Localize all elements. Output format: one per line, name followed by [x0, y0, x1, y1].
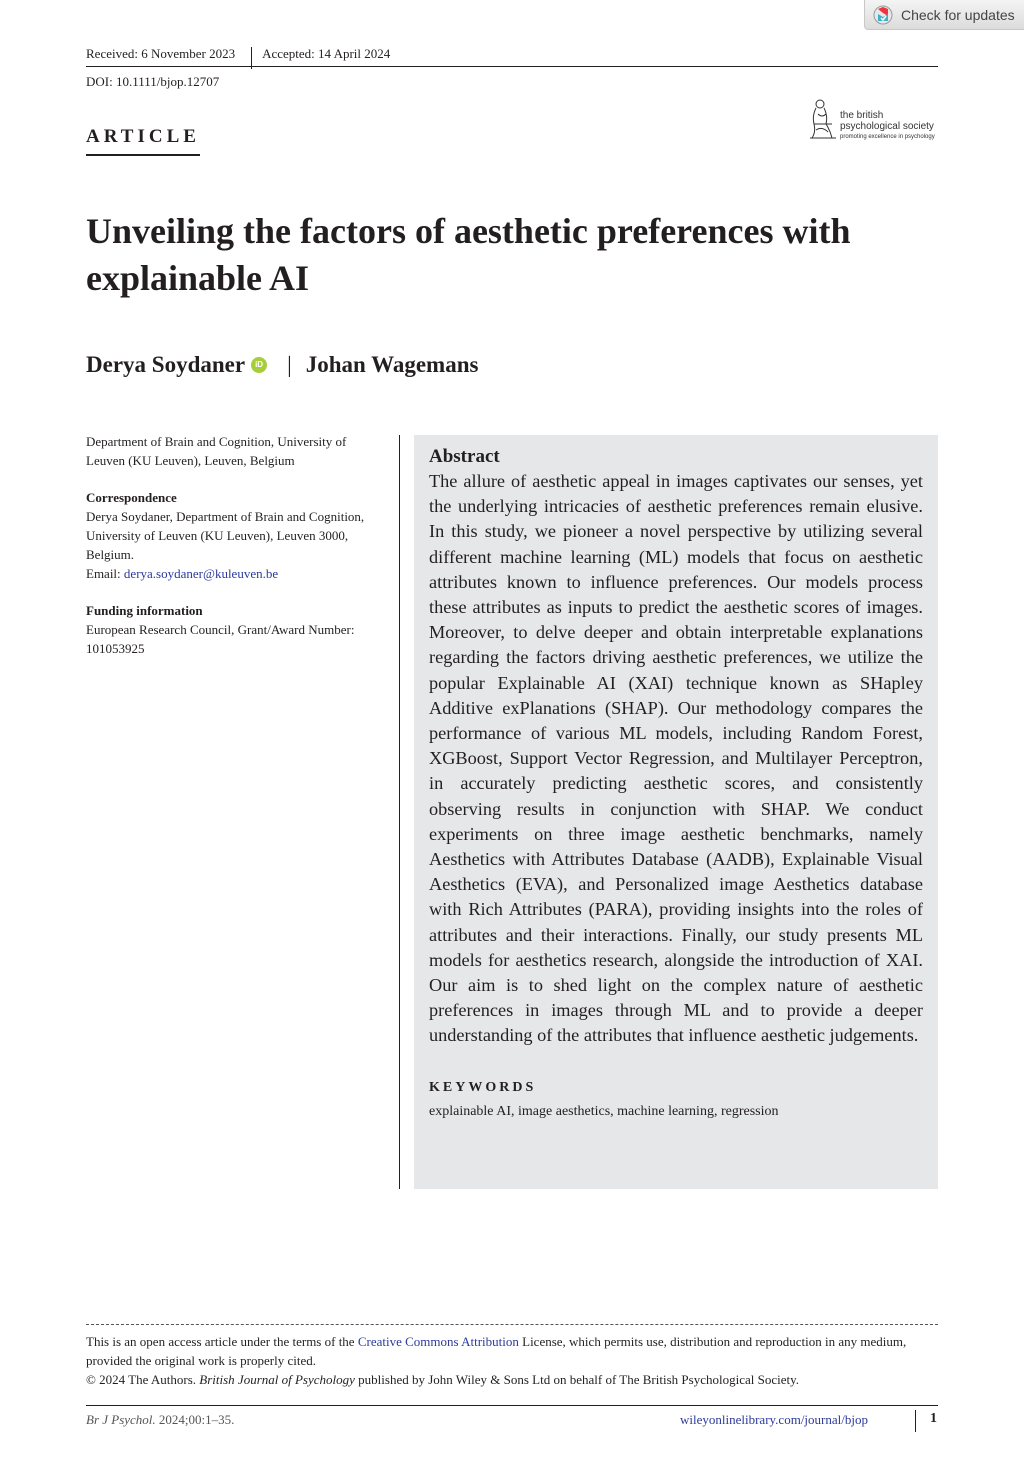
column-divider: [399, 435, 400, 1189]
citation-text: 2024;00:1–35.: [155, 1412, 235, 1427]
article-title: Unveiling the factors of aesthetic preferences with explainable AI: [86, 211, 851, 298]
bps-logo-line1: the british: [840, 110, 884, 121]
footer-rule: [86, 1405, 938, 1406]
journal-url-link[interactable]: wileyonlinelibrary.com/journal/bjop: [680, 1412, 868, 1427]
check-for-updates-button[interactable]: [864, 0, 1024, 30]
correspondence-heading: Correspondence: [86, 490, 177, 505]
correspondence-block: [86, 488, 376, 583]
author-list: [86, 352, 478, 378]
page-number: 1: [930, 1411, 937, 1426]
article-type-label: ARTICLE: [86, 126, 200, 156]
article-info-column: [86, 432, 376, 676]
check-for-updates-label: Check for updates: [901, 6, 1015, 23]
footnote-divider: [86, 1324, 938, 1325]
abstract-box: [414, 435, 938, 1189]
article-dates: [86, 43, 938, 65]
doi[interactable]: DOI: 10.1111/bjop.12707: [86, 74, 220, 89]
author-name[interactable]: Derya Soydaner: [86, 352, 246, 377]
abstract-heading: Abstract: [429, 446, 500, 467]
funding-heading: Funding information: [86, 603, 203, 618]
affiliation: Department of Brain and Cognition, University of Leuven (KU Leuven), Leuven, Belgium: [86, 434, 347, 468]
author-name[interactable]: Johan Wagemans: [305, 352, 479, 377]
crossmark-icon: [873, 5, 893, 25]
correspondence-text: Derya Soydaner, Department of Brain and Cognition, University of Leuven (KU Leuven), Leuven 3000, Belgium.: [86, 509, 365, 562]
orcid-icon[interactable]: iD: [251, 357, 267, 373]
license-notice: [86, 1332, 942, 1389]
email-link[interactable]: derya.soydaner@kuleuven.be: [123, 566, 279, 581]
funding-text: European Research Council, Grant/Award Number: 101053925: [86, 622, 355, 656]
author-separator: |: [287, 352, 292, 377]
received-date: Received: 6 November 2023: [86, 46, 236, 61]
license-text: This is an open access article under the terms of the: [86, 1334, 358, 1349]
bps-logo-text: [840, 110, 935, 143]
keywords-list: explainable AI, image aesthetics, machine learning, regression: [429, 1103, 779, 1119]
email-label: Email:: [86, 566, 124, 581]
creative-commons-link[interactable]: Creative Commons Attribution: [357, 1334, 519, 1349]
journal-abbrev: Br J Psychol.: [86, 1412, 156, 1427]
abstract-text: The allure of aesthetic appeal in images captivates our senses, yet the underlying intricacies of aesthetic preferences remain elusive. In this study, we pioneer a novel perspective by utilizing several different machine learning (ML) models that focus on aesthetic attributes known to influence preferences. Our models process these attributes as inputs to predict the aesthetic scores of images. Moreover, to delve deeper and obtain interpretable explanations regarding the factors driving aesthetic preferences, we utilize the popular Explainable AI (XAI) technique known as SHapley Additive exPlanations (SHAP). Our methodology compares the performance of various ML models, including Random Forest, XGBoost, Support Vector Regression, and Multilayer Perceptron, in accurately predicting aesthetic scores, and consistently observing results in conjunction with SHAP. We conduct experiments on three image aesthetic benchmarks, namely Aesthetics with Attributes Database (AADB), Explainable Visual Aesthetics (EVA), and Personalized image Aesthetics database with Rich Attributes (PARA), providing insights into the roles of attributes and their interactions. Finally, our study presents ML models for aesthetics research, alongside the introduction of XAI. Our aim is to shed light on the complex nature of aesthetic preferences in images through ML and to provide a deeper understanding of the attributes that influence aesthetic judgements.: [429, 471, 923, 1046]
publisher-text: published by John Wiley & Sons Ltd on behalf of The British Psychological Society.: [354, 1372, 799, 1387]
bps-logo-tagline: promoting excellence in psychology: [840, 134, 935, 140]
copyright-text: © 2024 The Authors.: [86, 1372, 200, 1387]
header-rule: [86, 66, 938, 67]
funding-block: [86, 601, 376, 658]
license-text: License, which permits use, distribution and reproduction in any medium, provided the original work is properly cited.: [86, 1334, 907, 1368]
accepted-date: Accepted: 14 April 2024: [262, 46, 391, 61]
citation: [86, 1412, 234, 1428]
footer-divider: [915, 1410, 916, 1432]
keywords-heading: KEYWORDS: [429, 1079, 537, 1095]
journal-name: British Journal of Psychology: [199, 1372, 355, 1387]
bps-logo-line2: psychological society: [840, 121, 934, 132]
